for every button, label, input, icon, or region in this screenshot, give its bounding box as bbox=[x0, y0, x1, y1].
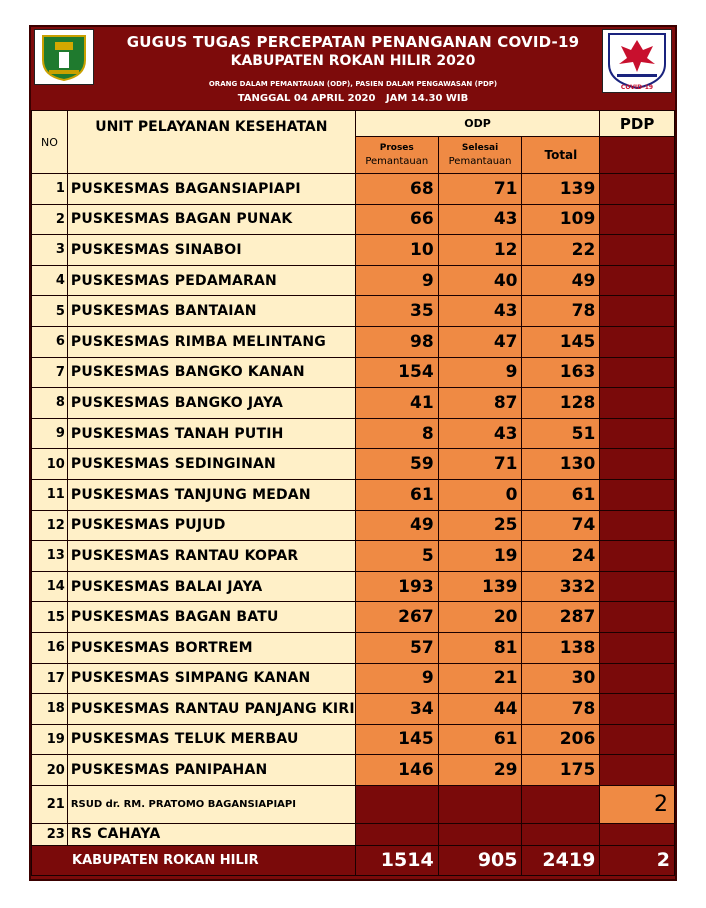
total-value: 78 bbox=[522, 694, 600, 725]
total-value: 139 bbox=[522, 174, 600, 205]
total-value: 78 bbox=[522, 296, 600, 327]
total-value: 22 bbox=[522, 235, 600, 266]
unit-name: RSUD dr. RM. PRATOMO BAGANSIAPIAPI bbox=[67, 785, 355, 823]
data-table bbox=[31, 110, 675, 876]
row-number: 10 bbox=[32, 449, 68, 480]
selesai-value: 87 bbox=[438, 388, 522, 419]
row-number: 9 bbox=[32, 418, 68, 449]
pdp-subheader-cell bbox=[600, 137, 675, 174]
pdp-cell bbox=[600, 235, 675, 266]
pdp-cell bbox=[600, 724, 675, 755]
unit-name: PUSKESMAS SINABOI bbox=[67, 235, 355, 266]
pdp-cell bbox=[600, 602, 675, 633]
row-number: 23 bbox=[32, 823, 68, 845]
odp-header: ODP bbox=[355, 111, 599, 137]
row-number: 21 bbox=[32, 785, 68, 823]
table-header-row bbox=[32, 111, 675, 137]
total-cell bbox=[522, 785, 600, 823]
row-number: 17 bbox=[32, 663, 68, 694]
selesai-value: 21 bbox=[438, 663, 522, 694]
selesai-header-sublabel: Pemantauan bbox=[448, 156, 512, 167]
proses-value: 9 bbox=[355, 265, 438, 296]
row-number: 12 bbox=[32, 510, 68, 541]
pdp-cell bbox=[600, 541, 675, 572]
proses-value: 49 bbox=[355, 510, 438, 541]
row-number: 16 bbox=[32, 632, 68, 663]
title-line-1: GUGUS TUGAS PERCEPATAN PENANGANAN COVID-19 bbox=[126, 33, 580, 51]
pdp-cell bbox=[600, 388, 675, 419]
unit-name: PUSKESMAS TANJUNG MEDAN bbox=[67, 479, 355, 510]
table-row bbox=[32, 724, 675, 755]
selesai-value: 12 bbox=[438, 235, 522, 266]
selesai-value: 44 bbox=[438, 694, 522, 725]
total-value: 24 bbox=[522, 541, 600, 572]
unit-name: PUSKESMAS RANTAU KOPAR bbox=[67, 541, 355, 572]
row-number: 6 bbox=[32, 326, 68, 357]
proses-value: 267 bbox=[355, 602, 438, 633]
row-number: 11 bbox=[32, 479, 68, 510]
selesai-value: 47 bbox=[438, 326, 522, 357]
hospital-row bbox=[32, 823, 675, 845]
total-value: 128 bbox=[522, 388, 600, 419]
proses-value: 193 bbox=[355, 571, 438, 602]
selesai-value: 20 bbox=[438, 602, 522, 633]
row-number: 20 bbox=[32, 755, 68, 786]
total-value: 287 bbox=[522, 602, 600, 633]
total-value: 61 bbox=[522, 479, 600, 510]
total-value: 145 bbox=[522, 326, 600, 357]
table-row bbox=[32, 357, 675, 388]
report-sheet bbox=[29, 25, 677, 881]
unit-name: PUSKESMAS PEDAMARAN bbox=[67, 265, 355, 296]
total-value: 175 bbox=[522, 755, 600, 786]
table-row bbox=[32, 479, 675, 510]
proses-value: 5 bbox=[355, 541, 438, 572]
row-number: 13 bbox=[32, 541, 68, 572]
proses-cell bbox=[355, 823, 438, 845]
table-row bbox=[32, 326, 675, 357]
proses-value: 98 bbox=[355, 326, 438, 357]
total-proses: 1514 bbox=[355, 845, 438, 875]
row-number: 14 bbox=[32, 571, 68, 602]
unit-name: PUSKESMAS BALAI JAYA bbox=[67, 571, 355, 602]
proses-value: 10 bbox=[355, 235, 438, 266]
selesai-value: 25 bbox=[438, 510, 522, 541]
proses-header bbox=[355, 137, 438, 174]
total-label: KABUPATEN ROKAN HILIR bbox=[32, 845, 356, 875]
table-row bbox=[32, 265, 675, 296]
proses-value: 145 bbox=[355, 724, 438, 755]
unit-name: PUSKESMAS BORTREM bbox=[67, 632, 355, 663]
selesai-value: 40 bbox=[438, 265, 522, 296]
table-row bbox=[32, 388, 675, 419]
subtitle: ORANG DALAM PEMANTAUAN (ODP), PASIEN DALAM PENGAWASAN (PDP) bbox=[208, 80, 498, 88]
total-value: 130 bbox=[522, 449, 600, 480]
total-value: 332 bbox=[522, 571, 600, 602]
selesai-header-label: Selesai bbox=[461, 143, 499, 153]
table-row bbox=[32, 296, 675, 327]
no-header: NO bbox=[32, 111, 68, 174]
proses-value: 146 bbox=[355, 755, 438, 786]
row-number: 8 bbox=[32, 388, 68, 419]
selesai-header bbox=[438, 137, 522, 174]
pdp-value: 2 bbox=[600, 785, 675, 823]
total-value: 163 bbox=[522, 357, 600, 388]
pdp-cell bbox=[600, 204, 675, 235]
selesai-value: 71 bbox=[438, 174, 522, 205]
proses-value: 8 bbox=[355, 418, 438, 449]
selesai-value: 139 bbox=[438, 571, 522, 602]
selesai-value: 29 bbox=[438, 755, 522, 786]
pdp-header: PDP bbox=[600, 111, 675, 137]
row-number: 7 bbox=[32, 357, 68, 388]
total-value: 74 bbox=[522, 510, 600, 541]
unit-name: PUSKESMAS BAGANSIAPIAPI bbox=[67, 174, 355, 205]
unit-name: PUSKESMAS BANTAIAN bbox=[67, 296, 355, 327]
total-value: 49 bbox=[522, 265, 600, 296]
unit-name: PUSKESMAS BANGKO JAYA bbox=[67, 388, 355, 419]
pdp-cell bbox=[600, 418, 675, 449]
selesai-value: 71 bbox=[438, 449, 522, 480]
pdp-cell bbox=[600, 296, 675, 327]
total-pdp: 2 bbox=[600, 845, 675, 875]
unit-name: PUSKESMAS RANTAU PANJANG KIRI bbox=[67, 694, 355, 725]
pdp-value bbox=[600, 823, 675, 845]
proses-value: 57 bbox=[355, 632, 438, 663]
total-row bbox=[32, 845, 675, 875]
table-row bbox=[32, 694, 675, 725]
logo-caption: COVID-19 bbox=[620, 84, 654, 91]
proses-value: 59 bbox=[355, 449, 438, 480]
pdp-cell bbox=[600, 174, 675, 205]
table-row bbox=[32, 571, 675, 602]
unit-name: PUSKESMAS BANGKO KANAN bbox=[67, 357, 355, 388]
total-total: 2419 bbox=[522, 845, 600, 875]
pdp-cell bbox=[600, 755, 675, 786]
date-line: TANGGAL 04 APRIL 2020 JAM 14.30 WIB bbox=[237, 93, 469, 104]
unit-name: PUSKESMAS SIMPANG KANAN bbox=[67, 663, 355, 694]
total-value: 51 bbox=[522, 418, 600, 449]
table-row bbox=[32, 541, 675, 572]
row-number: 2 bbox=[32, 204, 68, 235]
proses-value: 9 bbox=[355, 663, 438, 694]
selesai-value: 19 bbox=[438, 541, 522, 572]
total-cell bbox=[522, 823, 600, 845]
proses-value: 35 bbox=[355, 296, 438, 327]
pdp-cell bbox=[600, 357, 675, 388]
total-value: 206 bbox=[522, 724, 600, 755]
unit-header: UNIT PELAYANAN KESEHATAN bbox=[67, 111, 355, 174]
pdp-cell bbox=[600, 694, 675, 725]
proses-value: 154 bbox=[355, 357, 438, 388]
proses-header-sublabel: Pemantauan bbox=[365, 156, 429, 167]
unit-name: PUSKESMAS PANIPAHAN bbox=[67, 755, 355, 786]
pdp-cell bbox=[600, 449, 675, 480]
proses-value: 61 bbox=[355, 479, 438, 510]
pdp-cell bbox=[600, 571, 675, 602]
total-value: 30 bbox=[522, 663, 600, 694]
selesai-value: 81 bbox=[438, 632, 522, 663]
row-number: 5 bbox=[32, 296, 68, 327]
unit-name: PUSKESMAS SEDINGINAN bbox=[67, 449, 355, 480]
unit-name: PUSKESMAS BAGAN BATU bbox=[67, 602, 355, 633]
selesai-cell bbox=[438, 785, 522, 823]
table-row bbox=[32, 663, 675, 694]
unit-name: PUSKESMAS RIMBA MELINTANG bbox=[67, 326, 355, 357]
total-value: 109 bbox=[522, 204, 600, 235]
table-row bbox=[32, 204, 675, 235]
total-selesai: 905 bbox=[438, 845, 522, 875]
table-row bbox=[32, 632, 675, 663]
row-number: 4 bbox=[32, 265, 68, 296]
selesai-value: 43 bbox=[438, 296, 522, 327]
pdp-cell bbox=[600, 479, 675, 510]
proses-value: 41 bbox=[355, 388, 438, 419]
table-row bbox=[32, 418, 675, 449]
selesai-value: 0 bbox=[438, 479, 522, 510]
hospital-row bbox=[32, 785, 675, 823]
row-number: 18 bbox=[32, 694, 68, 725]
proses-value: 34 bbox=[355, 694, 438, 725]
unit-name: PUSKESMAS BAGAN PUNAK bbox=[67, 204, 355, 235]
proses-cell bbox=[355, 785, 438, 823]
row-number: 19 bbox=[32, 724, 68, 755]
proses-value: 68 bbox=[355, 174, 438, 205]
report-header bbox=[31, 27, 675, 110]
pdp-cell bbox=[600, 510, 675, 541]
selesai-value: 43 bbox=[438, 204, 522, 235]
selesai-value: 9 bbox=[438, 357, 522, 388]
pdp-cell bbox=[600, 663, 675, 694]
unit-name: PUSKESMAS TANAH PUTIH bbox=[67, 418, 355, 449]
selesai-cell bbox=[438, 823, 522, 845]
proses-value: 66 bbox=[355, 204, 438, 235]
pdp-cell bbox=[600, 326, 675, 357]
total-value: 138 bbox=[522, 632, 600, 663]
title-line-2: KABUPATEN ROKAN HILIR 2020 bbox=[230, 53, 476, 69]
row-number: 3 bbox=[32, 235, 68, 266]
table-row bbox=[32, 602, 675, 633]
selesai-value: 61 bbox=[438, 724, 522, 755]
row-number: 1 bbox=[32, 174, 68, 205]
unit-name: RS CAHAYA bbox=[67, 823, 355, 845]
total-header: Total bbox=[522, 137, 600, 174]
table-row bbox=[32, 174, 675, 205]
selesai-value: 43 bbox=[438, 418, 522, 449]
row-number: 15 bbox=[32, 602, 68, 633]
table-row bbox=[32, 449, 675, 480]
pdp-cell bbox=[600, 265, 675, 296]
unit-name: PUSKESMAS TELUK MERBAU bbox=[67, 724, 355, 755]
pdp-cell bbox=[600, 632, 675, 663]
proses-header-label: Proses bbox=[379, 143, 414, 153]
unit-name: PUSKESMAS PUJUD bbox=[67, 510, 355, 541]
table-row bbox=[32, 755, 675, 786]
table-row bbox=[32, 235, 675, 266]
table-row bbox=[32, 510, 675, 541]
